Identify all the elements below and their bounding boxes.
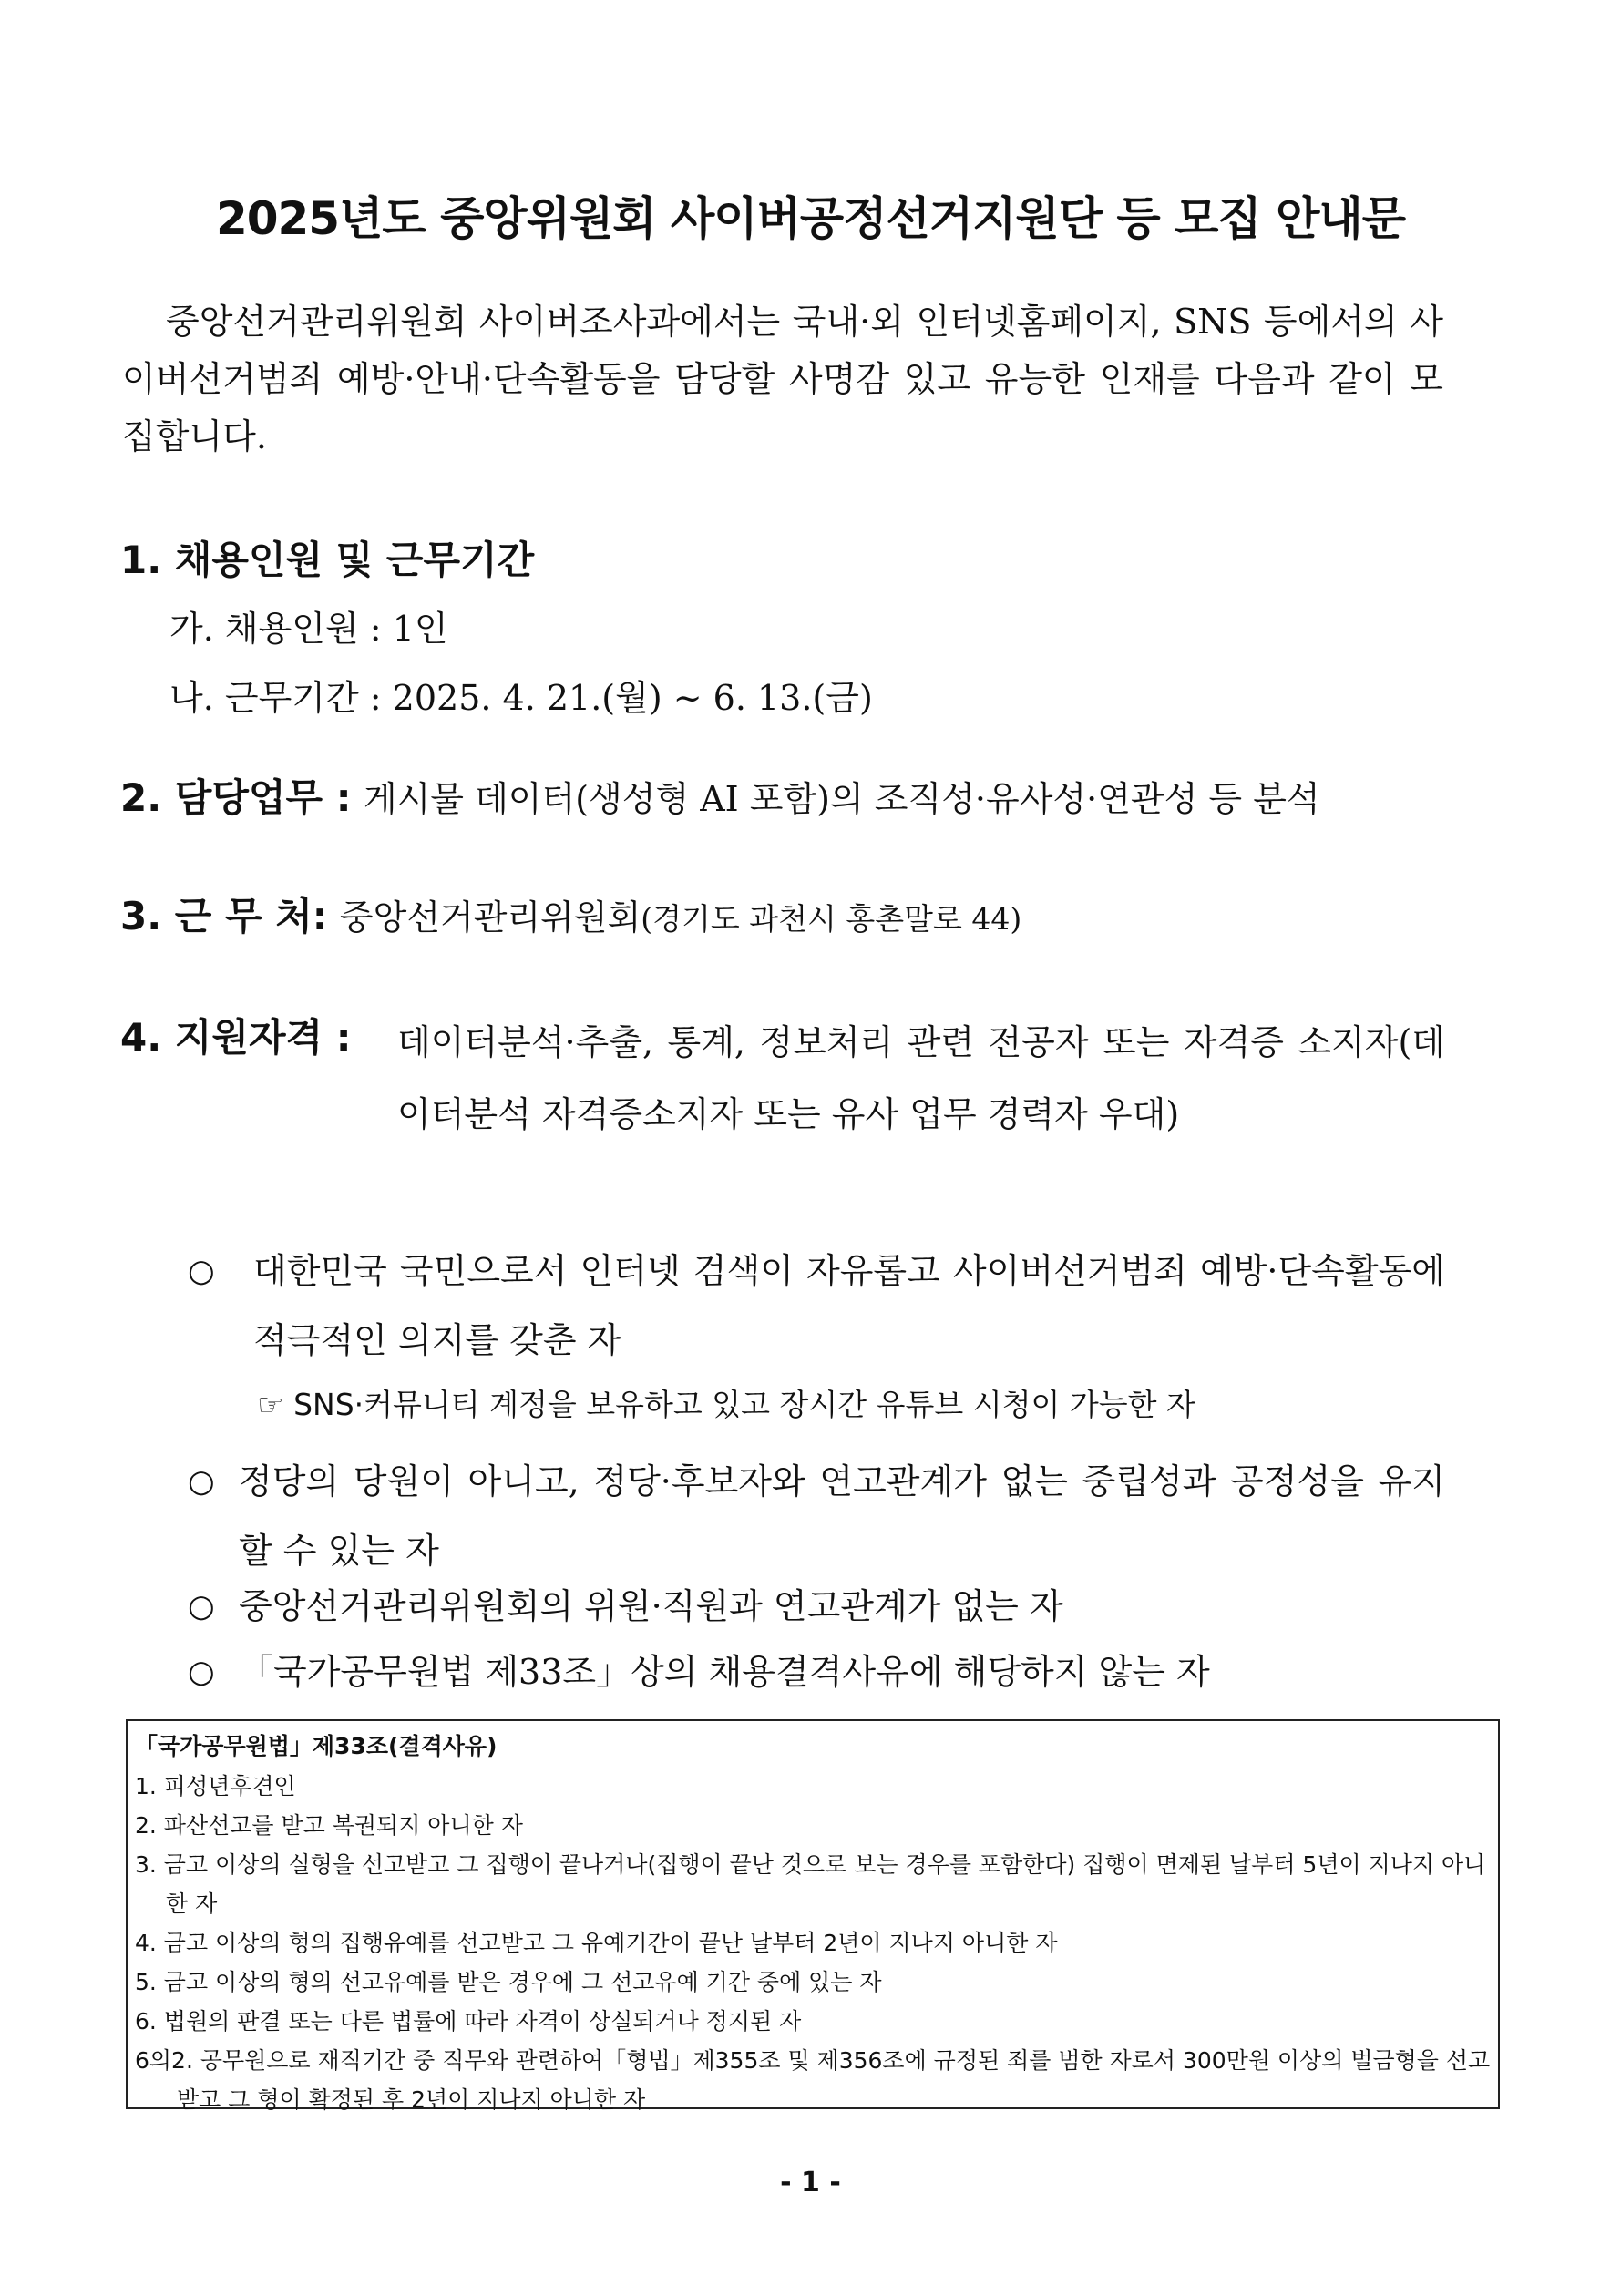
circle-bullet-icon: ○ xyxy=(188,1253,215,1289)
circle-bullet-icon: ○ xyxy=(188,1463,215,1500)
document-title: 2025년도 중앙위원회 사이버공정선거지원단 등 모집 안내문 xyxy=(215,192,1406,245)
box-item: 6의2. 공무원으로 재직기간 중 직무와 관련하여「형법」제355조 및 제356조에 규정된 죄를 범한 자로서 300만원 이상의 벌금형을 선고받고 그 형이 확정된 후 2년이 지나지 아니한 자 xyxy=(135,2047,1491,2113)
box-item: 3. 금고 이상의 실형을 선고받고 그 집행이 끝나거나(집행이 끝난 것으로 보는 경우를 포함한다) 집행이 면제된 날부터 5년이 지나지 아니한 자 xyxy=(135,1851,1486,1917)
section-2-heading xyxy=(120,771,1320,826)
section-3-address: (경기도 과천시 홍촌말로 44) xyxy=(641,901,1022,937)
disqualification-box xyxy=(126,1719,1500,2113)
intro-paragraph: 중앙선거관리위원회 사이버조사과에서는 국내·외 인터넷홈페이지, SNS 등에서의 사이버선거범죄 예방·안내·단속활동을 담당할 사명감 있고 유능한 인재를 다음과 같이 모집합니다. xyxy=(122,302,1443,456)
section-1-title: 1. 채용인원 및 근무기간 xyxy=(120,538,535,582)
box-item: 6. 법원의 판결 또는 다른 법률에 따라 자격이 상실되거나 정지된 자 xyxy=(135,2008,802,2035)
box-title: 「국가공무원법」제33조(결격사유) xyxy=(135,1733,498,1759)
section-1-heading xyxy=(120,533,534,588)
sub-bullet-note: ☞ SNS·커뮤니티 계정을 보유하고 있고 장시간 유튜브 시청이 가능한 자 xyxy=(257,1387,1195,1422)
circle-bullet-icon: ○ xyxy=(188,1654,215,1690)
section-1-item-a: 가. 채용인원 : 1인 xyxy=(169,609,448,649)
page-number: - 1 - xyxy=(780,2167,841,2199)
circle-bullet-icon: ○ xyxy=(188,1588,215,1625)
box-item: 5. 금고 이상의 형의 선고유예를 받은 경우에 그 선고유예 기간 중에 있는 자 xyxy=(135,1969,882,1995)
section-4-title: 4. 지원자격 : xyxy=(120,1015,352,1060)
box-item: 4. 금고 이상의 형의 집행유예를 선고받고 그 유예기간이 끝난 날부터 2년이 지나지 아니한 자 xyxy=(135,1930,1058,1956)
bullet-text: 대한민국 국민으로서 인터넷 검색이 자유롭고 사이버선거범죄 예방·단속활동에 적극적인 의지를 갖춘 자 xyxy=(253,1251,1445,1360)
box-item: 2. 파산선고를 받고 복권되지 아니한 자 xyxy=(135,1812,523,1839)
section-1-item-b: 나. 근무기간 : 2025. 4. 21.(월) ~ 6. 13.(금) xyxy=(169,678,873,718)
bullet-text: 중앙선거관리위원회의 위원·직원과 연고관계가 없는 자 xyxy=(239,1586,1063,1626)
section-4-heading xyxy=(120,1010,352,1065)
section-3-heading xyxy=(120,889,1021,947)
box-item: 1. 피성년후견인 xyxy=(135,1773,296,1799)
bullet-text: 정당의 당원이 아니고, 정당·후보자와 연고관계가 없는 중립성과 공정성을 유지할 수 있는 자 xyxy=(239,1461,1445,1571)
section-3-desc: 중앙선거관리위원회 xyxy=(339,897,641,938)
section-2-title: 2. 담당업무 : xyxy=(120,775,352,820)
bullet-text: 「국가공무원법 제33조」상의 채용결격사유에 해당하지 않는 자 xyxy=(239,1652,1210,1692)
section-3-title: 3. 근 무 처: xyxy=(120,894,328,938)
section-4-desc: 데이터분석·추출, 통계, 정보처리 관련 전공자 또는 자격증 소지자(데이터분석 자격증소지자 또는 유사 업무 경력자 우대) xyxy=(397,1022,1445,1134)
section-2-desc: 게시물 데이터(생성형 AI 포함)의 조직성·유사성·연관성 등 분석 xyxy=(363,779,1320,819)
